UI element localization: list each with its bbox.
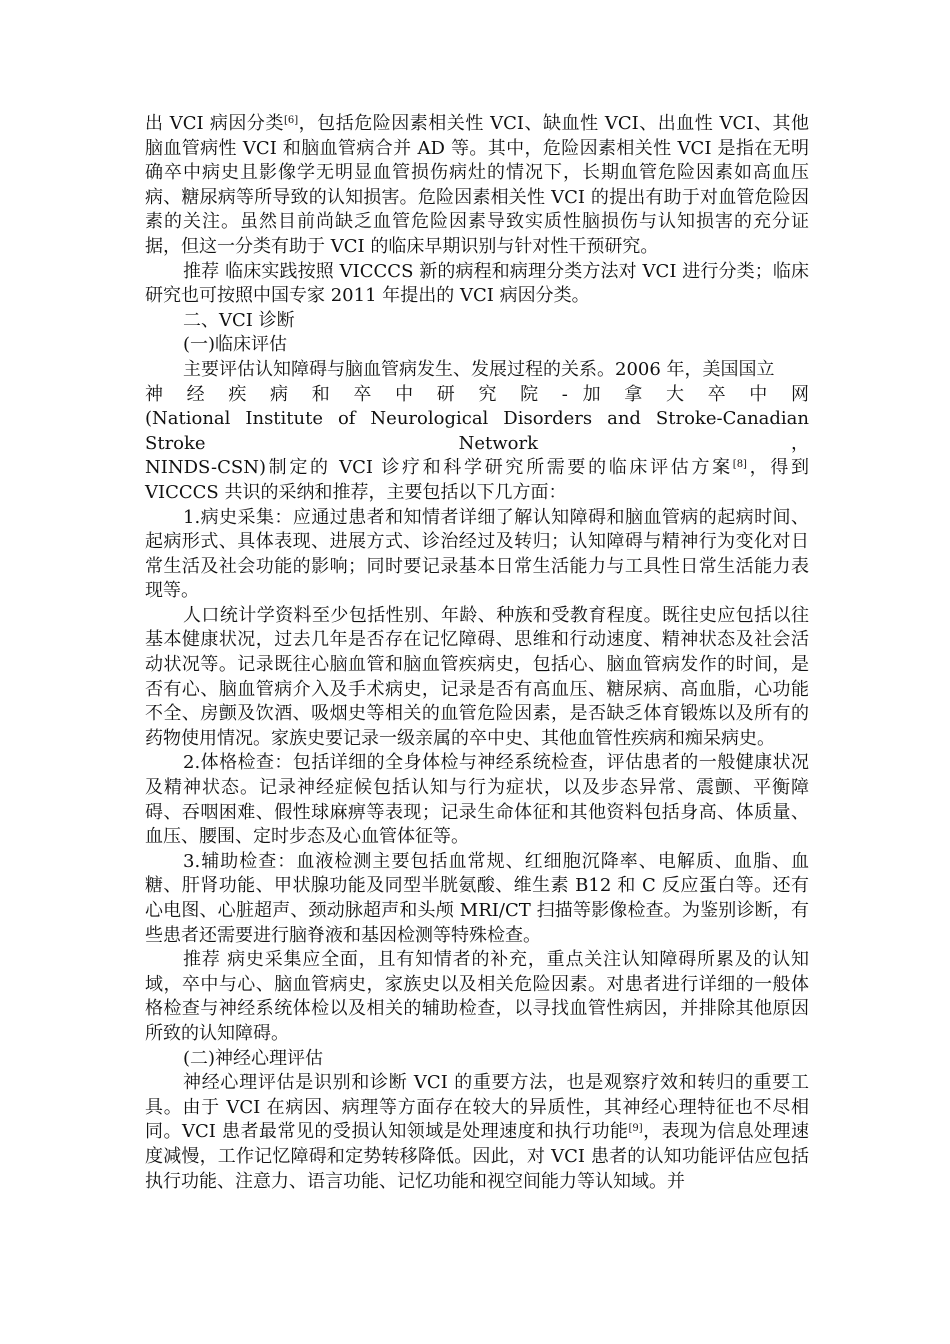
paragraph-line: 神 经 疾 病 和 卒 中 研 究 院 - 加 拿 大 卒 中 网 bbox=[145, 383, 809, 405]
paragraph-demographics: 人口统计学资料至少包括性别、年龄、种族和受教育程度。既往史应包括以往基本健康状况，过去几年是否存在记忆障碍、思维和行动速度、精神状态及社会活动状况等。记录既往心脑血管和脑血管疾病史，包括心、脑血管病发作的时间，是否有心、脑血管病介入及手术病史，记录是否有高血压、糖尿病、高血脂，心功能不全、房颤及饮酒、吸烟史等相关的血管危险因素，是否缺乏体育锻炼以及所有的药物使用情况。家族史要记录一级亲属的卒中史、其他血管性疾病和痴呆病史。 bbox=[145, 604, 809, 749]
paragraph-history-collection: 1.病史采集：应通过患者和知情者详细了解认知障碍和脑血管病的起病时间、起病形式、具体表现、进展方式、诊治经过及转归；认知障碍与精神行为变化对日常生活及社会功能的影响；同时要记录基本日常生活能力与工具性日常生活能力表现等。 bbox=[145, 506, 809, 602]
paragraph-recommendation-classification: 推荐 临床实践按照 VICCCS 新的病程和病理分类方法对 VCI 进行分类；临床研究也可按照中国专家 2011 年提出的 VCI 病因分类。 bbox=[145, 260, 809, 307]
paragraph-line: VICCCS 共识的采纳和推荐，主要包括以下几方面： bbox=[145, 481, 567, 503]
paragraph-text: 神经心理评估是识别和诊断 VCI 的重要方法，也是观察疗效和转归的重要工具。由于 VCI 在病因、病理等方面存在较大的异质性，其神经心理特征也不尽相同。VCI 患者最常见的受损认知领域是处理速度和执行功能 bbox=[145, 1072, 809, 1143]
subsection-heading-neuropsychological: (二)神经心理评估 bbox=[183, 1047, 324, 1069]
paragraph-text: ，得到 bbox=[746, 457, 809, 479]
document-page bbox=[145, 112, 809, 1194]
paragraph-text: NINDS-CSN)制定的 VCI 诊疗和科学研究所需要的临床评估方案 bbox=[145, 457, 733, 479]
paragraph-text: ，表现为信息处理速度减慢，工作记忆障碍和定势转移降低。因此，对 VCI 患者的认知功能评估应包括执行功能、注意力、语言功能、记忆功能和视空间能力等认知域。并 bbox=[145, 1121, 809, 1192]
section-heading-diagnosis: 二、VCI 诊断 bbox=[183, 309, 295, 331]
paragraph-clinical-intro bbox=[145, 358, 809, 506]
paragraph-text: 出 VCI 病因分类 bbox=[145, 113, 284, 134]
paragraph-line bbox=[145, 456, 809, 481]
paragraph-physical-exam: 2.体格检查：包括详细的全身体检与神经系统检查，评估患者的一般健康状况及精神状态。记录神经症候包括认知与行为症状，以及步态异常、震颤、平衡障碍、吞咽困难、假性球麻痹等表现；记录生命体征和其他资料包括身高、体质量、血压、腰围、定时步态及心血管体征等。 bbox=[145, 752, 809, 848]
paragraph-line: (National Institute of Neurological Disorders and Stroke-Canadian Stroke Network ， bbox=[145, 408, 809, 454]
paragraph-vci-etiology bbox=[145, 112, 809, 260]
citation-ref: [6] bbox=[283, 115, 299, 126]
paragraph-line: 主要评估认知障碍与脑血管病发生、发展过程的关系。2006 年，美国国立 bbox=[183, 358, 775, 380]
paragraph-auxiliary-exam: 3.辅助检查：血液检测主要包括血常规、红细胞沉降率、电解质、血脂、血糖、肝肾功能、甲状腺功能及同型半胱氨酸、维生素 B12 和 C 反应蛋白等。还有心电图、心脏超声、颈动脉超声和头颅 MRI/CT 扫描等影像检查。为鉴别诊断，有些患者还需要进行脑脊液和基因检测等特殊检查。 bbox=[145, 850, 809, 946]
paragraph-neuropsychological bbox=[145, 1071, 809, 1194]
paragraph-recommendation-history: 推荐 病史采集应全面，且有知情者的补充，重点关注认知障碍所累及的认知域，卒中与心、脑血管病史，家族史以及相关危险因素。对患者进行详细的一般体格检查与神经系统体检以及相关的辅助检查，以寻找血管性病因，并排除其他原因所致的认知障碍。 bbox=[145, 949, 809, 1044]
citation-ref: [9] bbox=[628, 1123, 643, 1135]
paragraph-text: ，包括危险因素相关性 VCI、缺血性 VCI、出血性 VCI、其他脑血管病性 VCI 和脑血管病合并 AD 等。其中，危险因素相关性 VCI 是指在无明确卒中病史且影像学无明显血管损伤病灶的情况下，长期血管危险因素如高血压病、糖尿病等所导致的认知损害。危险因素相关性 VCI 的提出有助于对血管危险因素的关注。虽然目前尚缺乏血管危险因素导致实质性脑损伤与认知损害的充分证据，但这一分类有助于 VCI 的临床早期识别与针对性干预研究。 bbox=[145, 113, 809, 257]
citation-ref: [8] bbox=[732, 459, 747, 471]
subsection-heading-clinical-assessment: (一)临床评估 bbox=[183, 334, 288, 356]
